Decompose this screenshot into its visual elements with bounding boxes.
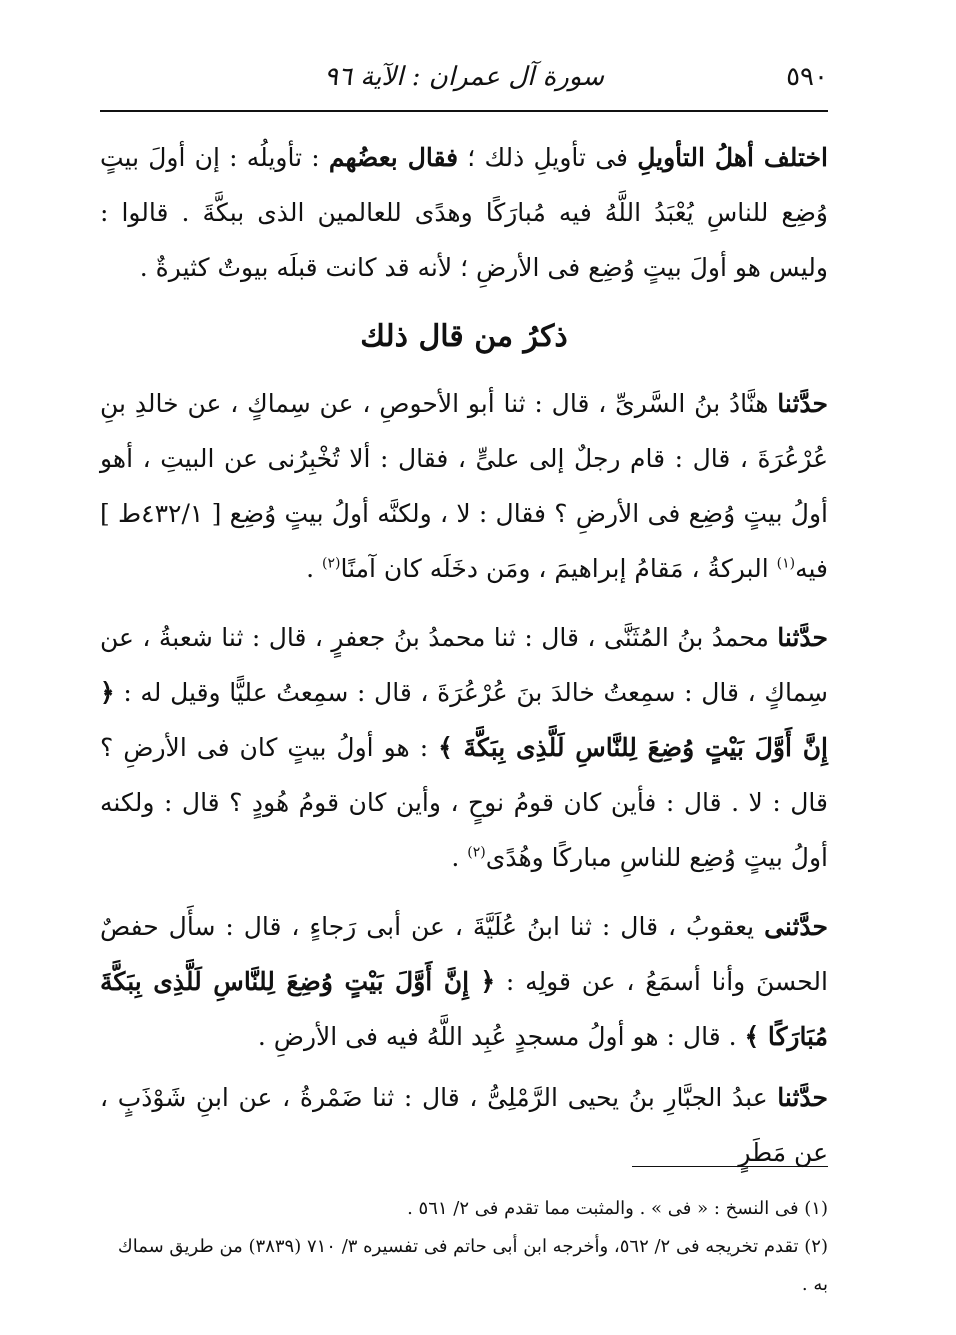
narration-text: عبدُ الجبَّارِ بنُ يحيى الرَّمْلِىُّ ، قال : ثنا ضَمْرةُ ، عن ابنِ شَوْذَبٍ ، عن مَطَرٍ xyxy=(100,1083,828,1167)
section-heading: ذكرُ من قال ذلك xyxy=(360,319,568,354)
narration-text: محمدُ بنُ المُثَنَّى ، قال : ثنا محمدُ بنُ جعفرٍ ، قال : ثنا شعبةُ ، عن سِماكٍ ، قال : سمِعتُ خالدَ بنَ عُرْعُرَةَ ، قال : سمِعتُ عليًّا وقيل له : xyxy=(100,623,828,707)
lead-phrase: اختلف أهلُ التأويلِ xyxy=(637,143,828,172)
quran-quote: ﴿ إِنَّ أَوَّلَ بَيْتٍ وُضِعَ لِلنَّاسِ لَلَّذِى بِبَكَّةَ ﴾ xyxy=(100,678,828,762)
main-text xyxy=(100,130,828,1180)
narration-text: هنَّادُ بنُ السَّرىِّ ، قال : ثنا أبو الأحوصِ ، عن سِماكٍ ، عن خالدِ بنِ عُرْعُرَةَ ، قال : قام رجلٌ إلى علىٍّ ، فقال : ألا تُخْبِرُنى عن البيتِ ، أهو أولُ بيتٍ وُضِع فى الأرضِ ؟ فقال : لا ، ولكنَّه أولُ بيتٍ وُضِع xyxy=(100,389,828,528)
narration-text: : هو أولُ بيتٍ كان فى الأرضِ ؟ قال : لا . قال : فأين كان قومُ نوحٍ ، وأين كان قومُ هُودٍ ؟ قال : ولكنه أولُ بيتٍ وُضِع للناسِ مباركًا وهُدًى xyxy=(100,733,828,872)
paragraph-text: : تأويلُه : إن أولَ بيتٍ وُضِع للناسِ يُعْبَدُ اللَّهُ فيه مُبارَكًا وهدًى للعالمين الذى ببكَّةَ . قالوا : وليس هو أولَ بيتٍ وُضِع فى الأرضِ ؛ لأنه قد كانت قبلَه بيوتٌ كثيرةٌ . xyxy=(100,143,828,282)
footnote-marker[interactable]: (٢) xyxy=(467,844,486,861)
narration-2 xyxy=(100,610,828,885)
narration-3 xyxy=(100,899,828,1064)
quran-quote: ﴿ إِنَّ أَوَّلَ بَيْتٍ وُضِعَ لِلنَّاسِ لَلَّذِى بِبَكَّةَ مُبَارَكًا ﴾ xyxy=(100,967,828,1051)
page-number: ٥٩٠ xyxy=(786,62,828,92)
narration-text: البركةُ ، مَقامُ إبراهيمَ ، ومَن دخَلَه كان آمنًا xyxy=(340,554,777,583)
narration-text: فيه xyxy=(795,554,828,583)
footnotes xyxy=(100,1190,828,1304)
narration-end: . xyxy=(451,843,468,872)
narration-lead: حدَّثنى xyxy=(764,912,828,941)
narration-lead: حدَّثنا xyxy=(777,389,828,418)
header-rule xyxy=(100,110,828,112)
volume-page-ref: [ ٤٣٢/١ط ] xyxy=(100,499,222,528)
footnote-marker[interactable]: (٢) xyxy=(322,555,341,572)
footnote-rule xyxy=(632,1166,828,1167)
page-header xyxy=(100,56,828,106)
paragraph-intro xyxy=(100,130,828,295)
lead-phrase-2: فقال بعضُهم xyxy=(328,143,459,172)
narration-lead: حدَّثنا xyxy=(777,623,828,652)
paragraph-text: فى تأويلِ ذلك ؛ xyxy=(458,143,638,172)
footnote-2: (٢) تقدم تخريجه فى ٢/ ٥٦٢، وأخرجه ابن أبى حاتم فى تفسيره ٣/ ٧١٠ (٣٨٣٩) من طريق سماك به . xyxy=(117,1236,828,1295)
narration-lead: حدَّثنا xyxy=(777,1083,828,1112)
narration-end: . xyxy=(306,554,322,583)
narration-1 xyxy=(100,376,828,596)
narration-4 xyxy=(100,1070,828,1180)
running-title: سورة آل عمران : الآية ٩٦ xyxy=(324,62,604,92)
footnote-marker[interactable]: (١) xyxy=(776,555,796,572)
narration-text: . قال : هو أولُ مسجدٍ عُبِد اللَّهُ فيه فى الأرضِ . xyxy=(257,1022,745,1051)
footnote-1: (١) فى النسخ : « فى » . والمثبت مما تقدم فى ٢/ ٥٦١ . xyxy=(407,1198,828,1219)
narration-text: يعقوبُ ، قال : ثنا ابنُ عُلَيَّةَ ، عن أبى رَجاءٍ ، قال : سأَل حفصٌ الحسنَ وأنا أسمَعُ ، عن قولِه : xyxy=(100,912,828,996)
